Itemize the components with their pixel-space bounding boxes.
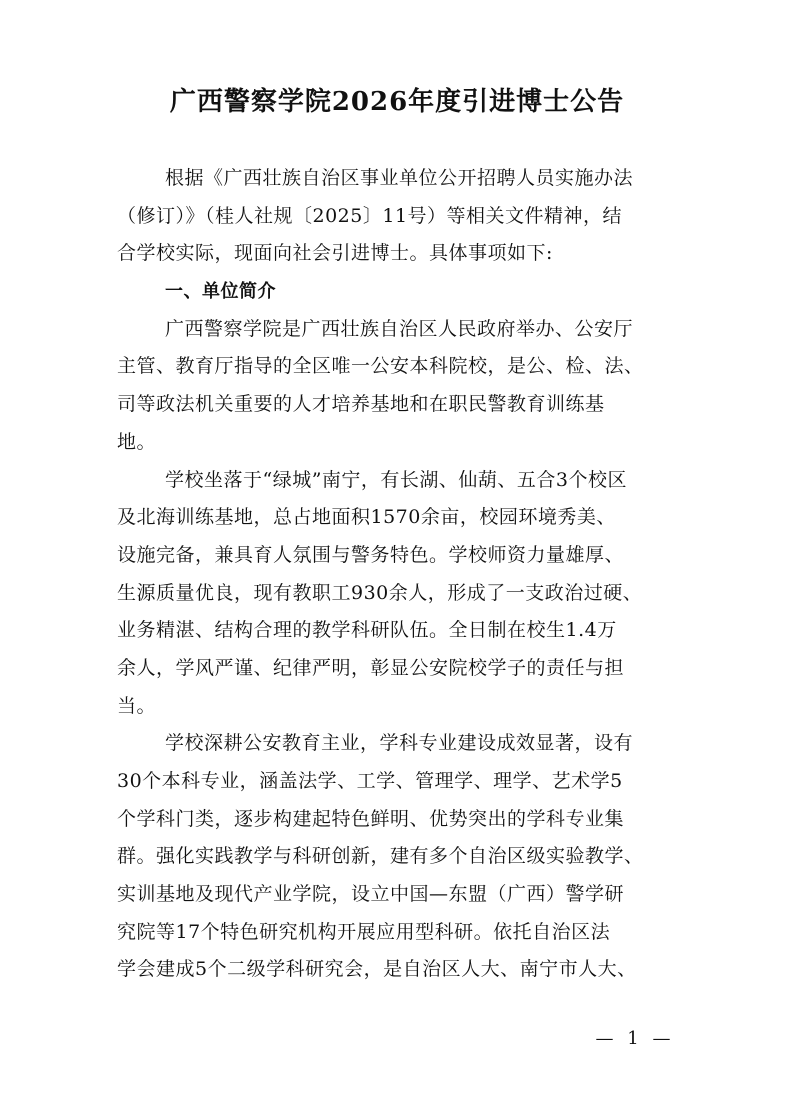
paragraph-line: （修订）》（桂人社规〔2025〕11号）等相关文件精神，结 <box>117 204 623 227</box>
document-body <box>117 160 673 989</box>
paragraph-line: 地。 <box>117 430 157 453</box>
paragraph-line: 个学科门类，逐步构建起特色鲜明、优势突出的学科专业集 <box>117 807 625 830</box>
paragraph-line: 根据《广西壮族自治区事业单位公开招聘人员实施办法 <box>165 167 634 189</box>
section-heading: 一、单位简介 <box>165 281 276 303</box>
document-title: 广西警察学院2026年度引进博士公告 <box>169 87 625 117</box>
paragraph-line: 及北海训练基地，总占地面积1570余亩，校园环境秀美、 <box>117 506 616 529</box>
paragraph-line: 究院等17个特色研究机构开展应用型科研。依托自治区法 <box>117 920 611 943</box>
paragraph-line: 主管、教育厅指导的全区唯一公安本科院校，是公、检、法、 <box>117 355 644 378</box>
paragraph-line: 业务精湛、结构合理的教学科研队伍。全日制在校生1.4万 <box>117 619 617 642</box>
paragraph-line: 群。强化实践教学与科研创新，建有多个自治区级实验教学、 <box>117 845 644 868</box>
paragraph-line: 30个本科专业，涵盖法学、工学、管理学、理学、艺术学5 <box>117 770 623 792</box>
paragraph-line: 学校坐落于“绿城”南宁，有长湖、仙葫、五合3个校区 <box>165 468 628 491</box>
paragraph-line: 实训基地及现代产业学院，设立中国—东盟（广西）警学研 <box>117 883 625 906</box>
paragraph-line: 学校深耕公安教育主业，学科专业建设成效显著，设有 <box>165 732 634 755</box>
paragraph-line: 当。 <box>117 694 157 717</box>
paragraph-line: 生源质量优良，现有教职工930余人，形成了一支政治过硬、 <box>117 581 643 604</box>
paragraph-line: 余人，学风严谨、纪律严明，彰显公安院校学子的责任与担 <box>117 656 625 679</box>
paragraph-line: 合学校实际，现面向社会引进博士。具体事项如下: <box>117 242 553 265</box>
paragraph-line: 司等政法机关重要的人才培养基地和在职民警教育训练基 <box>117 393 605 416</box>
page-number: — 1 — <box>595 1028 675 1049</box>
paragraph-line: 设施完备，兼具育人氛围与警务特色。学校师资力量雄厚、 <box>117 543 625 566</box>
paragraph-line: 广西警察学院是广西壮族自治区人民政府举办、公安厅 <box>165 317 634 340</box>
paragraph-line: 学会建成5个二级学科研究会，是自治区人大、南宁市人大、 <box>117 958 637 981</box>
